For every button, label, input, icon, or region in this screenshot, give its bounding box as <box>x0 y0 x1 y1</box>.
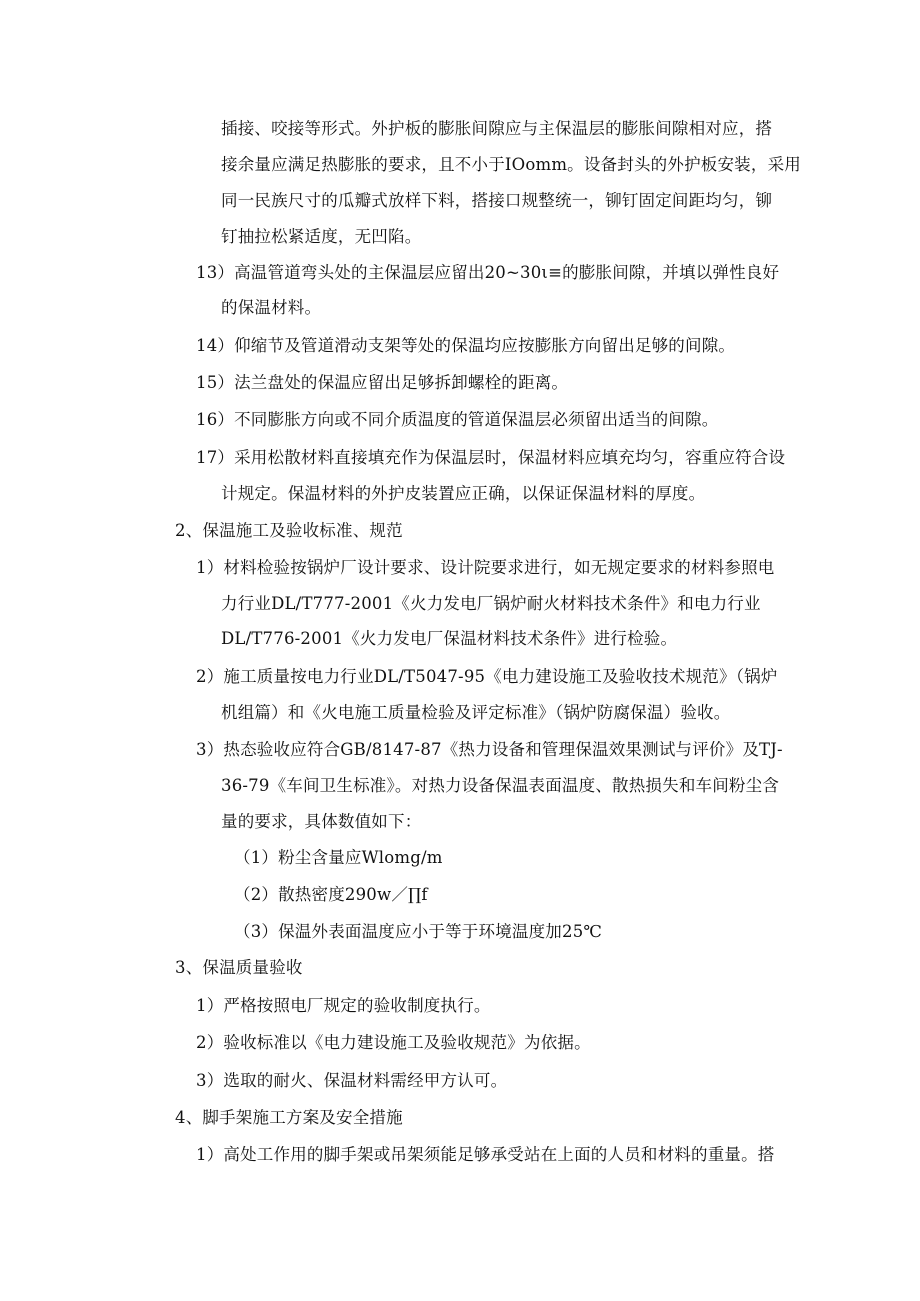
paragraph-line: 量的要求，具体数值如下： <box>221 812 422 831</box>
list-item-1: 1）高处工作用的脚手架或吊架须能足够承受站在上面的人员和材料的重量。搭 <box>196 1145 775 1164</box>
section-heading-4: 4、脚手架施工方案及安全措施 <box>175 1108 403 1127</box>
paragraph-line: 钉抽拉松紧适度，无凹陷。 <box>221 227 422 246</box>
section-heading-2: 2、保温施工及验收标准、规范 <box>175 521 403 540</box>
paragraph-line: 同一民族尺寸的瓜瓣式放样下料，搭接口规整统一，铆钉固定间距均匀，铆 <box>221 191 773 210</box>
list-item-3: 3）热态验收应符合GB/8147-87《热力设备和管理保温效果测试与评价》及TJ- <box>196 740 783 759</box>
list-item-3: 3）选取的耐火、保温材料需经甲方认可。 <box>196 1071 508 1090</box>
paragraph-line: DL/T776-2001《火力发电厂保温材料技术条件》进行检验。 <box>221 629 678 648</box>
sub-item-2: （2）散热密度290w／∏f <box>234 885 428 904</box>
paragraph-line: 力行业DL/T777-2001《火力发电厂锅炉耐火材料技术条件》和电力行业 <box>221 594 761 613</box>
list-item-17: 17）采用松散材料直接填充作为保温层时，保温材料应填充均匀，容重应符合设 <box>196 448 786 467</box>
list-item-14: 14）仰缩节及管道滑动支架等处的保温均应按膨胀方向留出足够的间隙。 <box>196 336 736 355</box>
list-item-13: 13）高温管道弯头处的主保温层应留出20~30ι≡的膨胀间隙，并填以弹性良好 <box>196 263 780 282</box>
paragraph-line: 的保温材料。 <box>221 298 322 317</box>
list-item-16: 16）不同膨胀方向或不同介质温度的管道保温层必须留出适当的间隙。 <box>196 410 719 429</box>
list-item-15: 15）法兰盘处的保温应留出足够拆卸螺栓的距离。 <box>196 373 569 392</box>
paragraph-line: 插接、咬接等形式。外护板的膨胀间隙应与主保温层的膨胀间隙相对应，搭 <box>221 119 773 138</box>
sub-item-3: （3）保温外表面温度应小于等于环境温度加25℃ <box>234 922 603 941</box>
list-item-1: 1）严格按照电厂规定的验收制度执行。 <box>196 996 491 1015</box>
paragraph-line: 计规定。保温材料的外护皮装置应正确，以保证保温材料的厚度。 <box>221 484 706 503</box>
sub-item-1: （1）粉尘含量应Wlomg/m <box>234 848 443 867</box>
paragraph-line: 接余量应满足热膨胀的要求，且不小于IOomm。设备封头的外护板安装，采用 <box>221 155 801 174</box>
list-item-2: 2）施工质量按电力行业DL/T5047-95《电力建设施工及验收技术规范》（锅炉 <box>196 667 778 686</box>
list-item-1: 1）材料检验按锅炉厂设计要求、设计院要求进行，如无规定要求的材料参照电 <box>196 558 775 577</box>
paragraph-line: 36-79《车间卫生标准》。对热力设备保温表面温度、散热损失和车间粉尘含 <box>221 776 780 795</box>
paragraph-line: 机组篇）和《火电施工质量检验及评定标准》（锅炉防腐保温）验收。 <box>221 703 731 722</box>
list-item-2: 2）验收标准以《电力建设施工及验收规范》为依据。 <box>196 1033 591 1052</box>
section-heading-3: 3、保温质量验收 <box>175 958 303 977</box>
